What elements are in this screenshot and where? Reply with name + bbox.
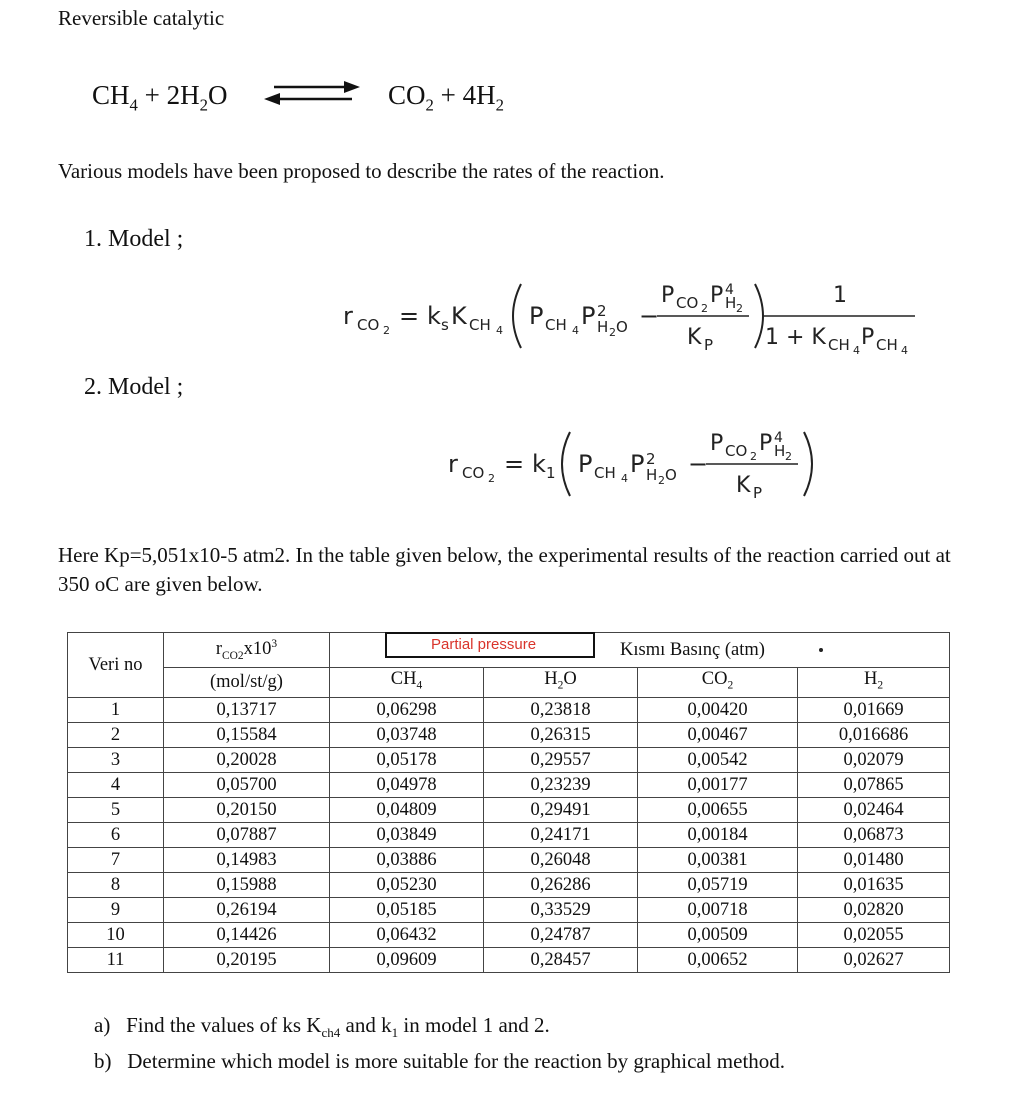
svg-text:P: P [861, 325, 875, 350]
questions [94, 1011, 785, 1075]
table-cell: 0,00509 [638, 922, 798, 947]
svg-text:2: 2 [658, 474, 665, 487]
table-cell: 4 [68, 772, 164, 797]
table-cell: 0,24787 [484, 922, 638, 947]
svg-text:=: = [399, 302, 420, 330]
svg-text:P: P [578, 450, 593, 478]
header-rate: $r_{CO2}x10^3$ [164, 633, 330, 668]
table-cell: 0,01635 [798, 872, 950, 897]
table-cell: 0,14983 [164, 847, 330, 872]
experimental-data-table [67, 632, 950, 973]
table-cell: 0,26286 [484, 872, 638, 897]
table-row [68, 897, 950, 922]
table-cell: 0,24171 [484, 822, 638, 847]
model-1-label: 1. Model ; [84, 226, 184, 252]
svg-text:2: 2 [609, 326, 616, 339]
table-cell: 0,00420 [638, 697, 798, 722]
model-1-equation [335, 272, 935, 362]
reversible-arrow-icon [262, 78, 362, 108]
svg-text:H: H [597, 318, 609, 336]
table-cell: 0,02627 [798, 947, 950, 972]
svg-text:P: P [710, 283, 724, 308]
header-rate-units: (mol/st/g) [164, 667, 330, 697]
svg-text:2: 2 [736, 302, 743, 315]
table-row [68, 872, 950, 897]
table-cell: 0,05178 [330, 747, 484, 772]
table-cell: 0,26048 [484, 847, 638, 872]
header-gas-co2: $CO_2$ [638, 667, 798, 697]
table-cell: 0,09609 [330, 947, 484, 972]
svg-text:K: K [736, 473, 751, 498]
table-cell: 1 [68, 697, 164, 722]
problem-title: Reversible catalytic [58, 6, 225, 30]
svg-text:2: 2 [785, 450, 792, 463]
svg-text:=: = [504, 450, 525, 478]
svg-text:K: K [451, 302, 467, 330]
table-cell: 0,29491 [484, 797, 638, 822]
table-cell: 5 [68, 797, 164, 822]
model-2-equation [440, 420, 840, 510]
svg-text:4: 4 [572, 324, 579, 337]
table-cell: 0,29557 [484, 747, 638, 772]
svg-text:4: 4 [621, 472, 628, 485]
question-a: a) Find the values of ks $K_{ch4}$ and $k_1$ in model 1 and 2. [94, 1013, 550, 1041]
svg-text:P: P [661, 283, 675, 308]
table-cell: 0,33529 [484, 897, 638, 922]
svg-text:r: r [448, 450, 458, 478]
question-b: b) Determine which model is more suitable for the reaction by graphical method. [94, 1049, 786, 1074]
table-cell: 0,02820 [798, 897, 950, 922]
svg-text:k: k [532, 450, 546, 478]
table-cell: 0,00542 [638, 747, 798, 772]
table-cell: 6 [68, 822, 164, 847]
table-cell: 0,03748 [330, 722, 484, 747]
svg-text:CH: CH [594, 464, 616, 482]
table-cell: 0,00655 [638, 797, 798, 822]
table-cell: 0,28457 [484, 947, 638, 972]
table-row [68, 747, 950, 772]
table-cell: 0,26315 [484, 722, 638, 747]
svg-text:k: k [427, 302, 441, 330]
table-cell: 0,05719 [638, 872, 798, 897]
svg-text:H: H [646, 466, 658, 484]
table-cell: 0,07865 [798, 772, 950, 797]
header-partial-pressure: Kısmı Basınç (atm) [330, 633, 950, 668]
svg-text:CH: CH [876, 336, 898, 354]
table-cell: 3 [68, 747, 164, 772]
svg-text:O: O [665, 466, 677, 484]
table-cell: 0,05185 [330, 897, 484, 922]
svg-text:P: P [529, 302, 544, 330]
svg-text:P: P [753, 484, 763, 502]
header-gas-h2: $H_2$ [798, 667, 950, 697]
table-row [68, 947, 950, 972]
table-cell: 0,03886 [330, 847, 484, 872]
svg-text:P: P [759, 431, 773, 456]
table-cell: 9 [68, 897, 164, 922]
reaction-products: $CO_2 + 4H_2$ [388, 80, 504, 115]
table-cell: 0,02055 [798, 922, 950, 947]
table-row [68, 822, 950, 847]
table-cell: 0,20150 [164, 797, 330, 822]
table-cell: 0,20195 [164, 947, 330, 972]
table-row [68, 847, 950, 872]
header-veri-no: Veri no [68, 633, 164, 698]
svg-text:2: 2 [383, 324, 390, 337]
svg-text:CO: CO [676, 294, 699, 312]
table-cell: 2 [68, 722, 164, 747]
table-cell: 0,00177 [638, 772, 798, 797]
table-cell: 0,06873 [798, 822, 950, 847]
svg-text:s: s [441, 316, 449, 334]
table-cell: 0,23818 [484, 697, 638, 722]
svg-text:4: 4 [853, 344, 860, 357]
svg-text:4: 4 [774, 430, 783, 446]
table-cell: 0,23239 [484, 772, 638, 797]
table-cell: 0,02464 [798, 797, 950, 822]
svg-text:r: r [343, 302, 353, 330]
kp-description: Here Kp=5,051x10-5 atm2. In the table given below, the experimental results of the reaction carried out at 350 oC are given below. [58, 543, 951, 596]
table-cell: 0,03849 [330, 822, 484, 847]
intro-text: Various models have been proposed to describe the rates of the reaction. [58, 159, 665, 183]
table-cell: 0,15584 [164, 722, 330, 747]
table-cell: 0,02079 [798, 747, 950, 772]
table-row [68, 697, 950, 722]
table-cell: 0,06432 [330, 922, 484, 947]
table-cell: 10 [68, 922, 164, 947]
svg-text:1: 1 [546, 464, 556, 482]
svg-text:H: H [725, 294, 737, 312]
table-cell: 0,01480 [798, 847, 950, 872]
table-cell: 0,00718 [638, 897, 798, 922]
table-cell: 0,07887 [164, 822, 330, 847]
svg-text:K: K [687, 325, 702, 350]
table-cell: 0,04978 [330, 772, 484, 797]
table-cell: 0,13717 [164, 697, 330, 722]
table-cell: 0,00652 [638, 947, 798, 972]
svg-text:P: P [581, 302, 596, 330]
stray-dot [819, 648, 823, 652]
svg-text:O: O [616, 318, 628, 336]
svg-text:CH: CH [469, 316, 491, 334]
svg-text:CH: CH [545, 316, 567, 334]
svg-text:1: 1 [833, 283, 847, 308]
header-gas-h2o: $H_2O$ [484, 667, 638, 697]
model-2-label: 2. Model ; [84, 374, 184, 400]
table-cell: 11 [68, 947, 164, 972]
svg-text:CO: CO [462, 464, 485, 482]
svg-text:CO: CO [357, 316, 380, 334]
svg-text:−: − [639, 302, 660, 330]
svg-text:2: 2 [488, 472, 495, 485]
svg-text:4: 4 [725, 282, 734, 298]
svg-text:H: H [774, 442, 786, 460]
table-cell: 0,26194 [164, 897, 330, 922]
svg-text:2: 2 [750, 450, 757, 463]
svg-text:−: − [688, 450, 709, 478]
table-cell: 0,00381 [638, 847, 798, 872]
svg-text:2: 2 [646, 450, 656, 468]
table-cell: 0,00467 [638, 722, 798, 747]
table-row [68, 797, 950, 822]
header-gas-ch4: $CH_4$ [330, 667, 484, 697]
table-cell: 0,00184 [638, 822, 798, 847]
svg-text:CO: CO [725, 442, 748, 460]
table-cell: 8 [68, 872, 164, 897]
table-cell: 0,14426 [164, 922, 330, 947]
table-cell: 0,20028 [164, 747, 330, 772]
table-cell: 0,04809 [330, 797, 484, 822]
svg-text:P: P [630, 450, 645, 478]
table-cell: 0,06298 [330, 697, 484, 722]
table-row [68, 922, 950, 947]
table-cell: 0,05700 [164, 772, 330, 797]
svg-text:4: 4 [901, 344, 908, 357]
table-cell: 0,15988 [164, 872, 330, 897]
svg-text:CH: CH [828, 336, 850, 354]
table-row [68, 722, 950, 747]
table-row [68, 772, 950, 797]
svg-text:4: 4 [496, 324, 503, 337]
svg-text:1 + K: 1 + K [765, 325, 826, 350]
table-cell: 0,016686 [798, 722, 950, 747]
svg-text:P: P [704, 336, 714, 354]
table-cell: 0,01669 [798, 697, 950, 722]
table-cell: 0,05230 [330, 872, 484, 897]
partial-pressure-annotation: Partial pressure [431, 636, 537, 653]
svg-text:2: 2 [701, 302, 708, 315]
reaction-reactants: $CH_4 + 2H_2O$ [92, 80, 228, 115]
svg-text:P: P [710, 431, 724, 456]
table-cell: 7 [68, 847, 164, 872]
svg-text:2: 2 [597, 302, 607, 320]
